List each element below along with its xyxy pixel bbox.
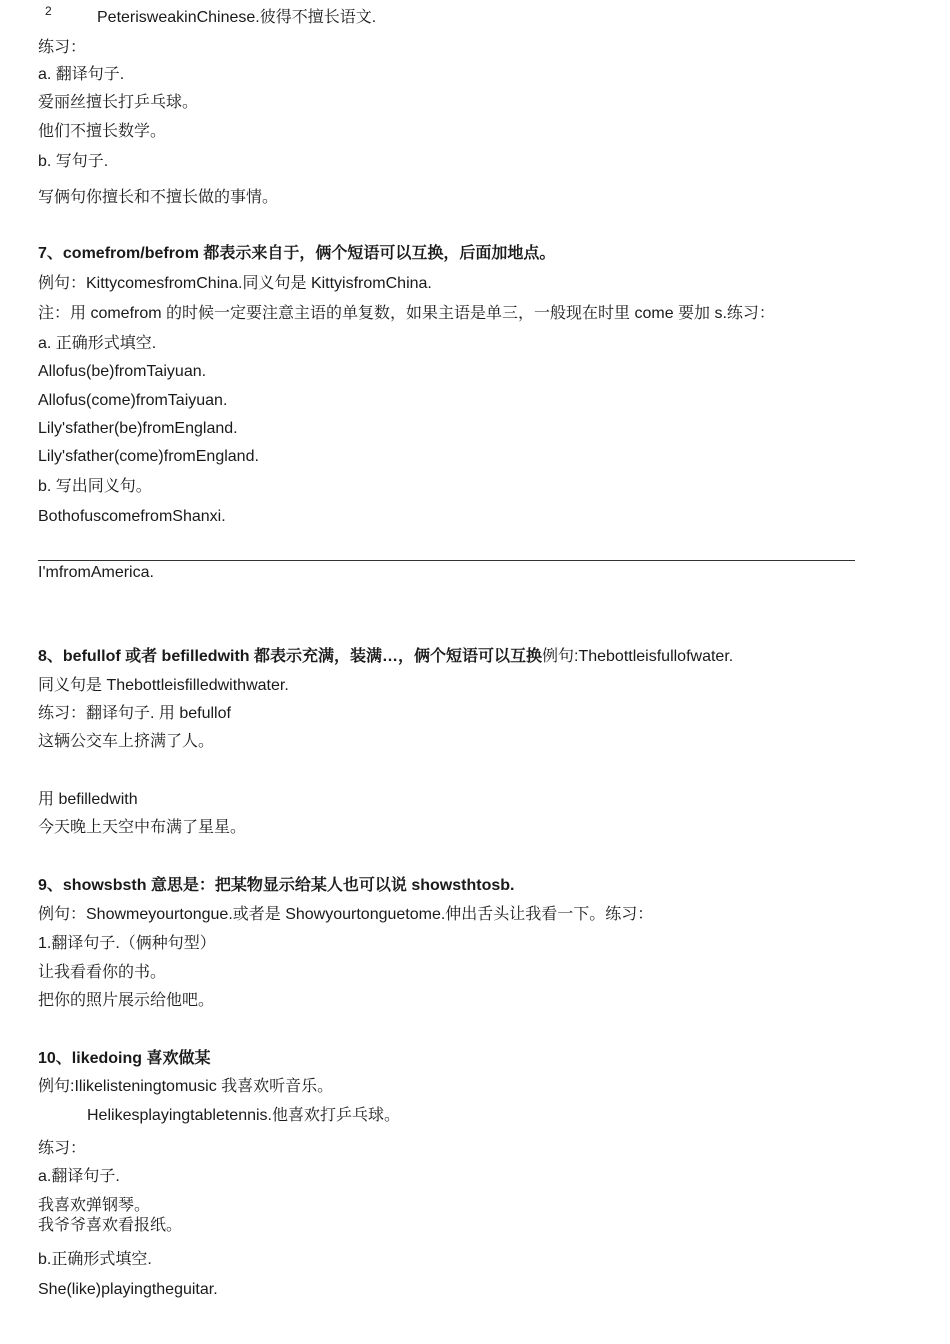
section-8-example: 例句:Thebottleisfullofwater.: [542, 648, 734, 665]
exercise-heading: 用 befilledwith: [38, 791, 138, 808]
exercise-heading: 练习：翻译句子. 用 befullof: [38, 705, 231, 722]
exercise-a-label: a. 翻译句子.: [38, 66, 125, 83]
page-number: 2: [45, 4, 52, 18]
answer-line: [38, 560, 855, 561]
exercise-sentence: 我喜欢弹钢琴。: [38, 1197, 151, 1214]
section-10-heading: 10、likedoing 喜欢做某: [38, 1050, 211, 1067]
example-line: 例句：Showmeyourtongue.或者是 Showyourtonguetome.伸出舌头让我看一下。练习：: [38, 906, 654, 923]
exercise-sentence: BothofuscomefromShanxi.: [38, 508, 226, 525]
example-line-peter: PeterisweakinChinese.彼得不擅长语文.: [97, 9, 377, 26]
exercise-b-label: b.正确形式填空.: [38, 1251, 152, 1268]
exercise-sentence: 我爷爷喜欢看报纸。: [38, 1217, 183, 1234]
exercise-heading: 练习：: [38, 1140, 87, 1157]
example-line: Helikesplayingtabletennis.他喜欢打乒乓球。: [87, 1107, 401, 1124]
exercise-sentence: 把你的照片展示给他吧。: [38, 992, 215, 1009]
exercise-sentence: Lily'sfather(be)fromEngland.: [38, 420, 238, 437]
exercise-heading: 练习：: [38, 39, 87, 56]
exercise-sentence: 这辆公交车上挤满了人。: [38, 733, 215, 750]
example-line: 例句：KittycomesfromChina.同义句是 KittyisfromChina.: [38, 275, 432, 292]
example-line: 例句:Ilikelisteningtomusic 我喜欢听音乐。: [38, 1078, 334, 1095]
example-line: 同义句是 Thebottleisfilledwithwater.: [38, 677, 289, 694]
note-line: 注：用 comefrom 的时候一定要注意主语的单复数，如果主语是单三，一般现在时里 come 要加 s.练习：: [38, 305, 775, 322]
exercise-a-label: a.翻译句子.: [38, 1168, 120, 1185]
exercise-sentence: Lily'sfather(come)fromEngland.: [38, 448, 259, 465]
exercise-heading: 1.翻译句子.（俩种句型）: [38, 935, 216, 952]
exercise-sentence: 让我看看你的书。: [38, 964, 167, 981]
section-8-title: 8、befullof 或者 befilledwith 都表示充满，装满…，俩个短语可以互换: [38, 648, 543, 665]
exercise-sentence: She(like)playingtheguitar.: [38, 1281, 218, 1298]
exercise-b-label: b. 写句子.: [38, 153, 109, 170]
section-9-heading: 9、showsbsth 意思是：把某物显示给某人也可以说 showsthtosb.: [38, 877, 515, 894]
exercise-sentence: Allofus(be)fromTaiyuan.: [38, 363, 207, 380]
exercise-sentence: I'mfromAmerica.: [38, 564, 154, 581]
exercise-instruction: 写俩句你擅长和不擅长做的事情。: [38, 189, 279, 206]
exercise-sentence: 爱丽丝擅长打乒乓球。: [38, 94, 199, 111]
exercise-sentence: Allofus(come)fromTaiyuan.: [38, 392, 228, 409]
exercise-a-label: a. 正确形式填空.: [38, 335, 157, 352]
exercise-sentence: 今天晚上天空中布满了星星。: [38, 819, 247, 836]
section-8-heading: [38, 647, 733, 667]
exercise-sentence: 他们不擅长数学。: [38, 123, 167, 140]
section-7-heading: 7、comefrom/befrom 都表示来自于，俩个短语可以互换，后面加地点。: [38, 245, 556, 262]
exercise-b-label: b. 写出同义句。: [38, 478, 152, 495]
